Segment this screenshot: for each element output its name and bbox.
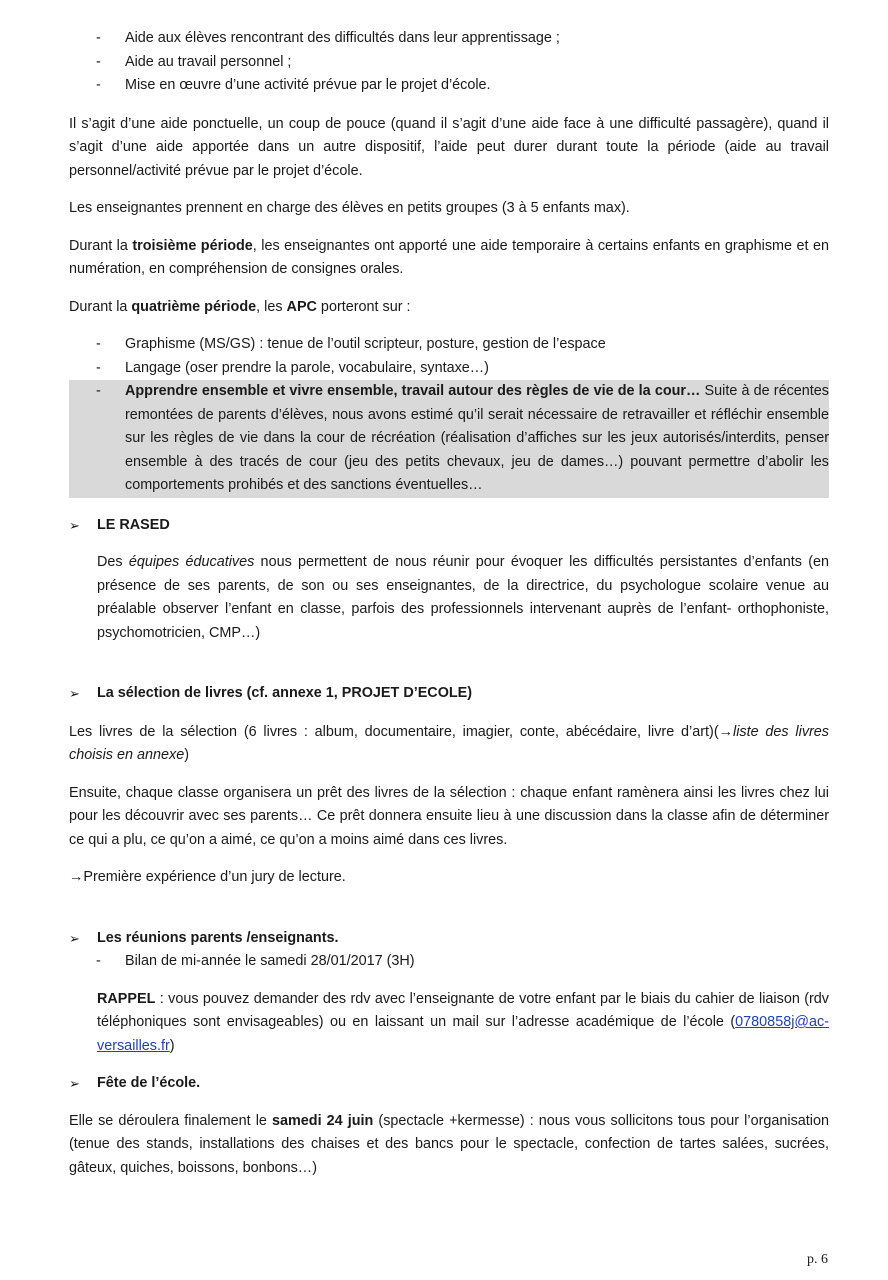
- page-number: p. 6: [807, 1252, 828, 1267]
- paragraph-aide-ponctuelle: Il s’agit d’une aide ponctuelle, un coup de pouce (quand il s’agit d’une aide face à une difficulté passagère), quand il s’agit d’une aide apportée dans un autre dispositif, l’aide peut durer durant toute la période (aide au travail personnel/activité prévue par le projet d’école.: [69, 115, 829, 179]
- paragraph-livres-selection: Les livres de la sélection (6 livres : album, documentaire, imagier, conte, abécédaire, livre d’art)(→liste des livres choisis en annexe): [69, 723, 830, 763]
- apc-list: [69, 333, 829, 498]
- rappel-bold: RAPPEL: [97, 990, 156, 1007]
- arrow-bullet-icon: ➢: [69, 686, 80, 701]
- list-item: - Aide aux élèves rencontrant des difficultés dans leur apprentissage ;: [69, 27, 829, 51]
- paragraph-pret-livres: Ensuite, chaque classe organisera un prêt des livres de la sélection : chaque enfant ramènera ainsi les livres chez lui pour les découvrir avec ses parents… Ce prêt donnera ensuite lieu à une discussion dans la classe afin de déterminer ce qui a plu, ce qu’on a aimé, ce qu’on a moins aimé dans ces livres.: [69, 784, 829, 848]
- arrow-bullet-icon: ➢: [69, 1076, 80, 1091]
- list-item: - Langage (oser prendre la parole, vocabulaire, syntaxe…): [69, 357, 829, 381]
- paragraph-troisieme-periode: Durant la troisième période, les enseignantes ont apporté une aide temporaire à certains enfants en graphisme et en numération, en compréhension de consignes orales.: [69, 237, 829, 277]
- arrow-bullet-icon: ➢: [69, 930, 80, 946]
- arrow-right-icon: →: [69, 869, 84, 885]
- list-item: - Bilan de mi-année le samedi 28/01/2017 (3H): [69, 950, 829, 974]
- arrow-bullet-icon: ➢: [69, 517, 80, 533]
- paragraph-petits-groupes: Les enseignantes prennent en charge des élèves en petits groupes (3 à 5 enfants max).: [69, 200, 630, 216]
- paragraph-jury-lecture: →Première expérience d’un jury de lecture.: [69, 869, 346, 885]
- list-item: - Graphisme (MS/GS) : tenue de l’outil scripteur, posture, gestion de l’espace: [69, 333, 829, 357]
- troisieme-periode-bold: troisième période: [132, 237, 253, 254]
- reunions-list: [69, 950, 829, 974]
- list-item-highlighted: - Apprendre ensemble et vivre ensemble, travail autour des règles de vie de la cour… Suite à de récentes remontées de parents d’élèves, nous avons estimé qu’il serait nécessaire de retravailler et réfléchir ensemble sur les règles de vie dans la cour de récréation (réalisation d’affiches sur les jeux autorisés/interdits, penser ensemble à des tracés de cour (jeu des petits chevaux, jeu de dames…) pouvant permettre d’abolir les comportements prohibés et des sanctions éventuelles…: [69, 380, 829, 498]
- paragraph-rased: Des équipes éducatives nous permettent de nous réunir pour évoquer les difficultés persistantes d’enfants (en présence de ses parents, de son ou ses enseignantes, de la directrice, du psychologue scolaire venue au préalable observer l’enfant en classe, parfois des professionnels intervenant auprès de l’enfant- orthophoniste, psychomotricien, CMP…): [97, 554, 830, 641]
- heading-reunions: ➢ Les réunions parents /enseignants.: [69, 927, 829, 951]
- document-page: [69, 27, 829, 1180]
- heading-selection-livres: ➢ La sélection de livres (cf. annexe 1, PROJET D’ECOLE): [69, 682, 829, 706]
- paragraph-quatrieme-periode: Durant la quatrième période, les APC porteront sur :: [69, 298, 411, 315]
- paragraph-rappel: RAPPEL : vous pouvez demander des rdv avec l’enseignante de votre enfant par le biais du cahier de liaison (rdv téléphoniques sont envisageables) ou en laissant un mail sur l’adresse académique de l’école (0780858j@ac-versailles.fr): [97, 990, 829, 1054]
- paragraph-fete: Elle se déroulera finalement le samedi 24 juin (spectacle +kermesse) : nous vous sollicitons tous pour l’organisation (tenue des stands, installations des chaises et des bancs pour le spectacle, confection de tartes salées, sucrées, gâteux, quiches, boissons, bonbons…): [69, 1112, 829, 1176]
- apc-bold: APC: [286, 298, 317, 315]
- aide-list: [69, 27, 829, 98]
- date-fete-bold: samedi 24 juin: [271, 1112, 374, 1129]
- list-item: - Aide au travail personnel ;: [69, 51, 829, 75]
- heading-rased: ➢ LE RASED: [69, 514, 829, 538]
- arrow-right-icon: →: [718, 723, 734, 740]
- heading-fete-ecole: ➢ Fête de l’école.: [69, 1072, 829, 1096]
- email-link[interactable]: 0780858j@ac-versailles.fr: [97, 1014, 829, 1054]
- list-item: - Mise en œuvre d’une activité prévue par le projet d’école.: [69, 74, 829, 98]
- quatrieme-periode-bold: quatrième période: [131, 298, 257, 315]
